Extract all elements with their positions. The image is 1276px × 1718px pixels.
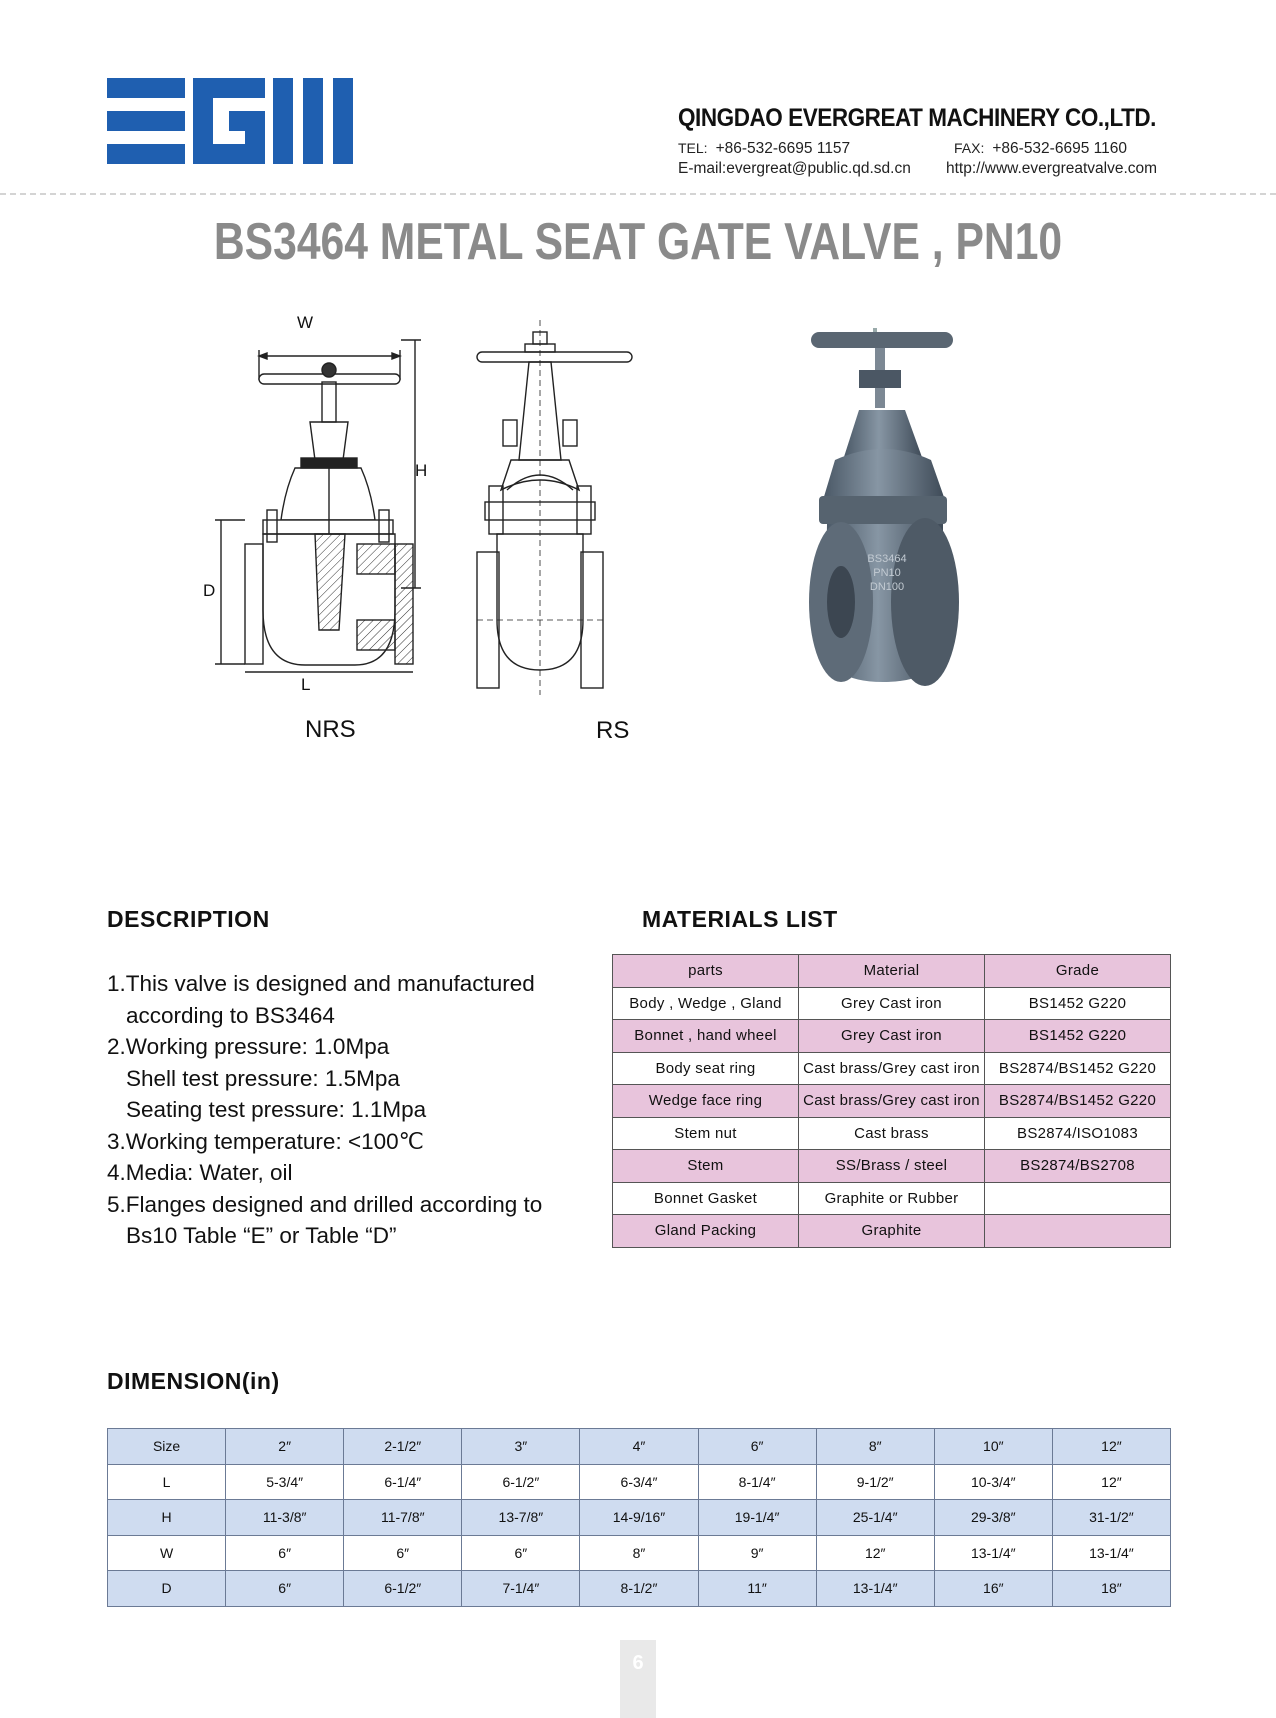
rs-drawing — [477, 320, 632, 695]
table-cell: 16″ — [934, 1571, 1052, 1607]
table-cell: Body seat ring — [613, 1052, 799, 1085]
valve-figures — [203, 313, 1065, 760]
table-cell: SS/Brass / steel — [799, 1150, 985, 1183]
description-line: 2.Working pressure: 1.0Mpa — [107, 1034, 390, 1059]
header-cell: 6″ — [698, 1429, 816, 1465]
table-cell: W — [108, 1535, 226, 1571]
fax-line — [954, 140, 1127, 158]
page-title: BS3464 METAL SEAT GATE VALVE , PN10 — [213, 213, 1063, 271]
table-cell: BS2874/ISO1083 — [985, 1117, 1171, 1150]
casting-text-1: BS3464 — [867, 553, 907, 565]
rs-label: RS — [596, 717, 630, 744]
page-number: 6 — [620, 1640, 656, 1718]
description-line: 1.This valve is designed and manufactured — [107, 971, 535, 996]
table-cell: 13-1/4″ — [1052, 1535, 1170, 1571]
table-cell: BS2874/BS1452 G220 — [985, 1052, 1171, 1085]
table-row — [613, 1117, 1171, 1150]
dim-w-label: W — [297, 313, 314, 332]
table-cell: Bonnet Gasket — [613, 1182, 799, 1215]
table-cell: 8-1/2″ — [580, 1571, 698, 1607]
table-cell: 6″ — [226, 1535, 344, 1571]
table-cell: 19-1/4″ — [698, 1500, 816, 1536]
valve-photo — [809, 328, 959, 686]
email-link[interactable]: E-mail:evergreat@public.qd.sd.cn — [678, 160, 911, 177]
table-row — [613, 1150, 1171, 1183]
table-cell: 13-1/4″ — [934, 1535, 1052, 1571]
tel-line — [678, 140, 850, 158]
table-header-row — [613, 955, 1171, 988]
table-row — [613, 1085, 1171, 1118]
table-cell: 6-1/2″ — [462, 1464, 580, 1500]
table-cell: 8″ — [580, 1535, 698, 1571]
table-cell: 11-3/8″ — [226, 1500, 344, 1536]
table-cell: 6″ — [462, 1535, 580, 1571]
description-line: 3.Working temperature: <100℃ — [107, 1128, 424, 1154]
header-cell: 12″ — [1052, 1429, 1170, 1465]
description-line: Seating test pressure: 1.1Mpa — [126, 1097, 427, 1122]
table-cell: 10-3/4″ — [934, 1464, 1052, 1500]
table-cell: 31-1/2″ — [1052, 1500, 1170, 1536]
header-divider — [0, 193, 1276, 195]
table-cell: Stem nut — [613, 1117, 799, 1150]
table-cell: Grey Cast iron — [799, 987, 985, 1020]
table-row — [613, 1020, 1171, 1053]
materials-heading: MATERIALS LIST — [642, 906, 838, 932]
description-list — [107, 968, 607, 1252]
table-cell: 14-9/16″ — [580, 1500, 698, 1536]
table-row — [613, 987, 1171, 1020]
casting-text-3: DN100 — [869, 581, 905, 593]
table-cell: D — [108, 1571, 226, 1607]
table-cell — [985, 1182, 1171, 1215]
table-cell: 9″ — [698, 1535, 816, 1571]
table-cell: 6″ — [226, 1571, 344, 1607]
header-cell: Size — [108, 1429, 226, 1465]
table-cell: 11″ — [698, 1571, 816, 1607]
table-cell: 6-1/4″ — [344, 1464, 462, 1500]
table-cell: Cast brass/Grey cast iron — [799, 1052, 985, 1085]
table-cell: 5-3/4″ — [226, 1464, 344, 1500]
company-name: QINGDAO EVERGREAT MACHINERY CO.,LTD. — [678, 104, 1156, 132]
description-line: according to BS3464 — [126, 1002, 335, 1028]
description-heading: DESCRIPTION — [107, 906, 270, 932]
table-cell: H — [108, 1500, 226, 1536]
tel-number: +86-532-6695 1157 — [715, 140, 851, 157]
table-cell — [985, 1215, 1171, 1248]
nrs-label: NRS — [305, 716, 356, 743]
dim-d-label: D — [203, 581, 216, 600]
header-cell: 10″ — [934, 1429, 1052, 1465]
website-link[interactable]: http://www.evergreatvalve.com — [946, 160, 1158, 177]
table-cell: 25-1/4″ — [816, 1500, 934, 1536]
header-cell: 3″ — [462, 1429, 580, 1465]
description-line: Shell test pressure: 1.5Mpa — [126, 1065, 400, 1091]
table-cell: Body , Wedge , Gland — [613, 987, 799, 1020]
table-cell: BS1452 G220 — [985, 987, 1171, 1020]
tel-label: TEL: — [678, 140, 708, 156]
table-cell: Cast brass/Grey cast iron — [799, 1085, 985, 1118]
header-cell: 4″ — [580, 1429, 698, 1465]
description-line: 5.Flanges designed and drilled according to — [107, 1191, 543, 1217]
table-header-row — [108, 1429, 1171, 1465]
table-cell: Stem — [613, 1150, 799, 1183]
table-cell: 13-7/8″ — [462, 1500, 580, 1536]
table-cell: BS1452 G220 — [985, 1020, 1171, 1053]
header-cell: Grade — [985, 955, 1171, 988]
table-cell: Bonnet , hand wheel — [613, 1020, 799, 1053]
table-cell: BS2874/BS2708 — [985, 1150, 1171, 1183]
table-cell: L — [108, 1464, 226, 1500]
dimension-heading: DIMENSION(in) — [107, 1368, 280, 1394]
dim-h-label: H — [415, 461, 428, 480]
table-row — [613, 1215, 1171, 1248]
header-cell: parts — [613, 955, 799, 988]
table-cell: Cast brass — [799, 1117, 985, 1150]
header-cell: Material — [799, 955, 985, 988]
casting-text-2: PN10 — [873, 567, 901, 579]
table-cell: 12″ — [816, 1535, 934, 1571]
table-cell: Grey Cast iron — [799, 1020, 985, 1053]
dimension-table — [107, 1428, 1171, 1607]
table-cell: BS2874/BS1452 G220 — [985, 1085, 1171, 1118]
header-cell: 2-1/2″ — [344, 1429, 462, 1465]
nrs-drawing — [215, 340, 421, 672]
table-cell: 13-1/4″ — [816, 1571, 934, 1607]
table-cell: 6-1/2″ — [344, 1571, 462, 1607]
description-line: 4.Media: Water, oil — [107, 1160, 293, 1185]
table-cell: 11-7/8″ — [344, 1500, 462, 1536]
table-row — [108, 1464, 1171, 1500]
table-cell: 12″ — [1052, 1464, 1170, 1500]
table-row — [613, 1182, 1171, 1215]
table-cell: Wedge face ring — [613, 1085, 799, 1118]
description-line: Bs10 Table “E” or Table “D” — [126, 1223, 397, 1248]
header-cell: 8″ — [816, 1429, 934, 1465]
table-row — [108, 1535, 1171, 1571]
table-cell: 9-1/2″ — [816, 1464, 934, 1500]
table-cell: 7-1/4″ — [462, 1571, 580, 1607]
table-cell: Gland Packing — [613, 1215, 799, 1248]
company-logo — [107, 78, 353, 164]
header-cell: 2″ — [226, 1429, 344, 1465]
table-cell: Graphite or Rubber — [799, 1182, 985, 1215]
table-cell: 6″ — [344, 1535, 462, 1571]
table-cell: Graphite — [799, 1215, 985, 1248]
table-cell: 18″ — [1052, 1571, 1170, 1607]
table-cell: 29-3/8″ — [934, 1500, 1052, 1536]
fax-number: +86-532-6695 1160 — [992, 140, 1127, 157]
table-cell: 6-3/4″ — [580, 1464, 698, 1500]
table-row — [108, 1500, 1171, 1536]
table-row — [108, 1571, 1171, 1607]
dim-l-label: L — [301, 675, 311, 694]
table-row — [613, 1052, 1171, 1085]
fax-label: FAX: — [954, 140, 985, 156]
materials-table — [612, 954, 1171, 1248]
table-cell: 8-1/4″ — [698, 1464, 816, 1500]
